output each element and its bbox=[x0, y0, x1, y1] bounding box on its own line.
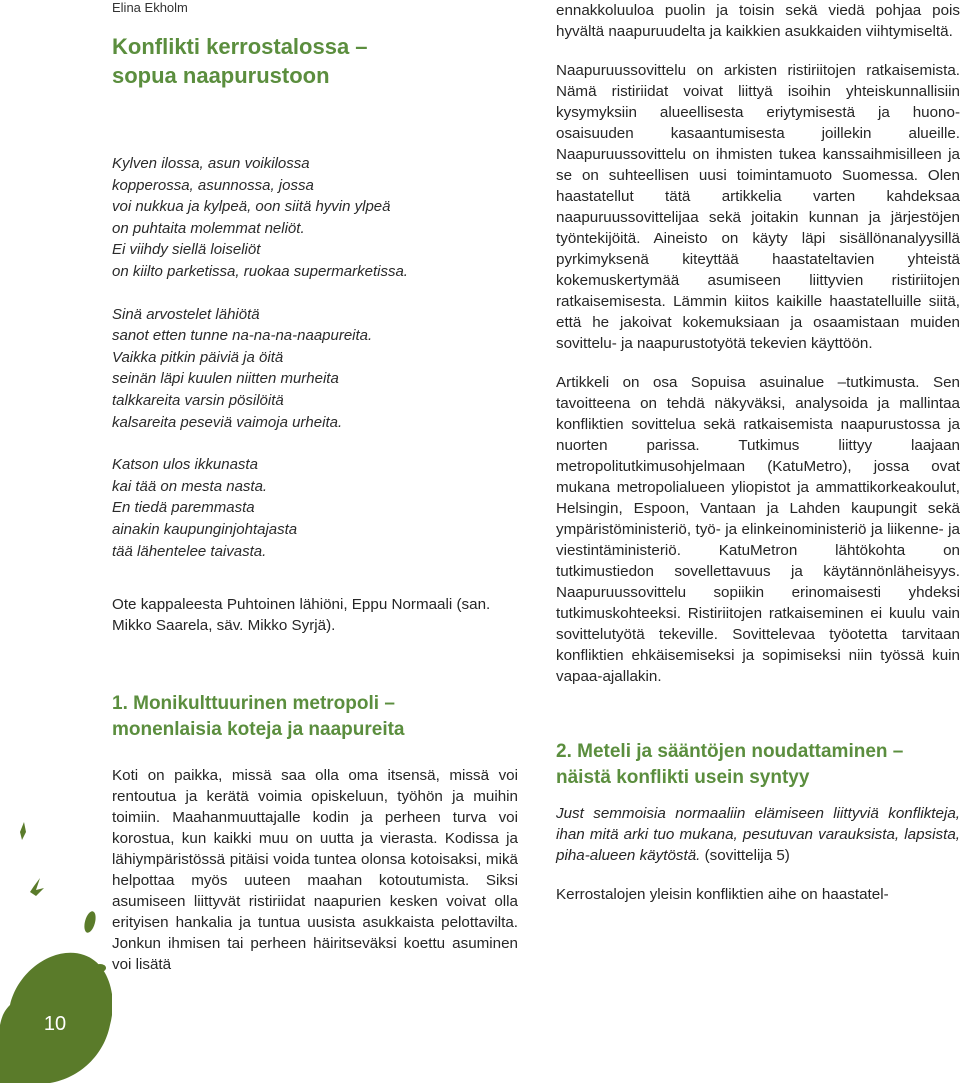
poem-line: ainakin kaupunginjohtajasta bbox=[112, 520, 298, 538]
poem-stanza-2 bbox=[112, 304, 518, 434]
article-title-line-2: sopua naapurustoon bbox=[112, 63, 330, 88]
poem-line: on kiilto parketissa, ruokaa supermarketissa. bbox=[112, 262, 408, 280]
section-2-paragraph-start: Kerrostalojen yleisin konfliktien aihe on haastatel- bbox=[556, 886, 889, 903]
poem-line: on puhtaita molemmat neliöt. bbox=[112, 219, 305, 237]
article-title-line-1: Konflikti kerrostalossa – bbox=[112, 34, 368, 59]
section-2-title bbox=[556, 739, 960, 791]
article-title bbox=[112, 32, 518, 90]
poem-line: seinän läpi kuulen niitten murheita bbox=[112, 370, 339, 388]
author-name: Elina Ekholm bbox=[112, 0, 188, 15]
interview-quote bbox=[556, 803, 960, 866]
poem-stanza-3 bbox=[112, 454, 518, 562]
left-column bbox=[112, 32, 518, 975]
paragraph-mediation: Naapuruussovittelu on arkisten ristiriitojen ratkaisemista. Nämä ristiriidat voivat liittyä isoihin yhteiskunnallisiin kysymyksiin alueellisesta eriytymisestä ja huono-osaisuuden kasaantumisesta joillekin alueille. Naapuruussovittelu on ihmisten tukea kanssaihmisilleen ja se on suhteellisen uusi toimintamuoto Suomessa. Olen haastatellut tätä artikkelia varten kahdeksaa naapuruussovittelijaa sekä joitakin kunnan ja järjestöjen työntekijöitä. Aineisto on käyty läpi sisällönanalyysillä pyrkimyksenä kiteyttää haastateltavien yhteistä kokemuskertymää asumiseen liittyvien ristiriitojen ratkaisemisesta. Lämmin kiitos kaikille haastatelluille siitä, että he jakoivat kokemuksiaan ja osaamistaan muiden sovittelu- ja naapurustotyötä tekevien käyttöön. bbox=[556, 62, 960, 352]
poem-stanza-1 bbox=[112, 153, 518, 283]
poem-line: Sinä arvostelet lähiötä bbox=[112, 305, 260, 323]
section-2-title-line-2: näistä konflikti usein syntyy bbox=[556, 767, 810, 788]
poem bbox=[112, 153, 518, 562]
poem-line: voi nukkua ja kylpeä, oon siitä hyvin ylpeä bbox=[112, 198, 391, 216]
ink-splash-decoration-icon bbox=[0, 820, 112, 1083]
poem-line: tää lähentelee taivasta. bbox=[112, 542, 267, 560]
poem-source: Ote kappaleesta Puhtoinen lähiöni, Eppu Normaali (san. Mikko Saarela, säv. Mikko Syrjä). bbox=[112, 596, 491, 635]
poem-line: Ei viihdy siellä loiseliöt bbox=[112, 241, 261, 259]
continued-paragraph: ennakkoluuloa puolin ja toisin sekä viedä pohjaa pois hyvältä naapuruudelta ja kaikkien asukkaiden viihtymiseltä. bbox=[556, 2, 960, 40]
quote-attribution: (sovittelija 5) bbox=[704, 847, 790, 864]
section-1-title-line-1: 1. Monikulttuurinen metropoli – bbox=[112, 693, 395, 715]
page-number: 10 bbox=[43, 1013, 67, 1035]
poem-line: Kylven ilossa, asun voikilossa bbox=[112, 155, 310, 172]
poem-line: Vaikka pitkin päiviä ja öitä bbox=[112, 348, 284, 366]
section-2-title-line-1: 2. Meteli ja sääntöjen noudattaminen – bbox=[556, 741, 904, 762]
poem-line: sanot etten tunne na-na-na-naapureita. bbox=[112, 327, 373, 345]
poem-line: Katson ulos ikkunasta bbox=[112, 456, 258, 474]
poem-line: kopperossa, asunnossa, jossa bbox=[112, 176, 314, 194]
poem-line: talkkareita varsin pösilöitä bbox=[112, 391, 284, 409]
quote-text: Just semmoisia normaaliin elämiseen liittyviä konflikteja, ihan mitä arki tuo mukana, pesutuvan varauksista, lapsista, piha-alueen käytöstä. bbox=[556, 805, 960, 864]
section-1-paragraph: Koti on paikka, missä saa olla oma itsensä, missä voi rentoutua ja kerätä voimia opiskeluun, työhön ja muihin toimiin. Maahanmuuttajalle kodin ja perheen turva voi korostua, kun kaikki muu on uutta ja vierasta. Kodissa ja lähiympäristössä pitäisi voida tuntea olonsa kotoisaksi, mikä helpottaa myös uuteen maahan kotoutumista. Siksi asumiseen liittyvät ristiriidat naapurien kesken voivat olla erityisen hankalia ja tuntua uusista asukkaista pelottavilta. Jonkun ihmisen tai perheen häiritseväksi koettu asuminen voi lisätä bbox=[112, 767, 518, 974]
paragraph-research: Artikkeli on osa Sopuisa asuinalue –tutkimusta. Sen tavoitteena on tehdä näkyväksi, analysoida ja mallintaa konfliktien sovittelua sekä ratkaisemista naapurustossa ja nuorten parissa. Tutkimus liittyy laajaan metropolitutkimusohjelmaan (KatuMetro), jossa ovat mukana metropolialueen yliopistot ja ammattikorkeakoulut, Helsingin, Espoon, Vantaan ja Lahden kaupungit sekä ympäristöministeriö, työ- ja elinkeinoministeriö ja liikenne- ja viestintäministeriö. KatuMetron lähtökohta on tutkimustiedon sovellettavuus ja käytännönläheisyys. Naapuruussovittelu sopiikin erinomaisesti yhdeksi tutkimuskohteeksi. Ristiriitojen ratkaiseminen ei kuulu vain sovittelutyötä tekeville. Sovittelevaa työotetta tarvitaan konfliktien ehkäisemiseksi ja sopimiseksi niin työssä kuin vapaa-ajallakin. bbox=[556, 374, 960, 685]
poem-line: En tiedä paremmasta bbox=[112, 499, 255, 517]
section-1-title-line-2: monenlaisia koteja ja naapureita bbox=[112, 719, 405, 741]
section-1-title bbox=[112, 691, 518, 743]
poem-line: kalsareita peseviä vaimoja urheita. bbox=[112, 413, 343, 431]
poem-line: kai tää on mesta nasta. bbox=[112, 477, 268, 495]
right-column bbox=[556, 0, 960, 905]
